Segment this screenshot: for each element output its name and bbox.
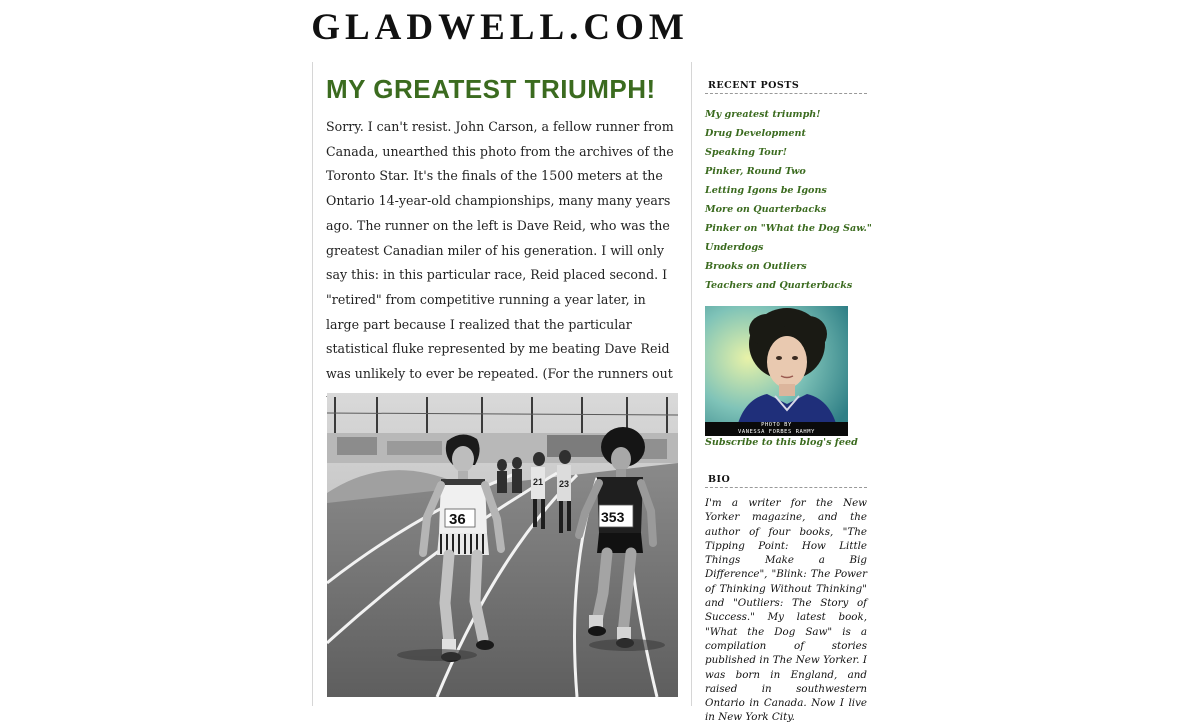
- race-photo: [327, 393, 678, 697]
- list-item: [705, 140, 867, 159]
- back-runner-bib: 23: [559, 479, 570, 489]
- photo-credit-line: VANESSA FORBES RAHMY: [738, 428, 815, 435]
- recent-post-link[interactable]: Speaking Tour!: [705, 147, 787, 158]
- recent-posts-heading: RECENT POSTS: [705, 80, 867, 94]
- post-body: Sorry. I can't resist. John Carson, a fellow runner from Canada, unearthed this photo from the archives of the Toronto Star. It's the finals of the 1500 meters at the Ontario 14-year-old championships, many many years ago. The runner on the left is Dave Reid, who was the greatest Canadian miler of his generation. I will only say this: in this particular race, Reid placed second. I "retired" from competitive running a year later, in large part because I realized that the particular statistical fluke represented by me beating Dave Reid was unlikely to ever be repeated. (For the runners out: [326, 119, 674, 382]
- recent-post-link[interactable]: My greatest triumph!: [705, 109, 821, 120]
- recent-post-link[interactable]: Underdogs: [705, 242, 764, 253]
- bio-heading: BIO: [705, 474, 867, 488]
- list-item: [705, 216, 872, 235]
- post-title: MY GREATEST TRIUMPH!: [326, 74, 656, 104]
- recent-post-link[interactable]: More on Quarterbacks: [705, 204, 827, 215]
- bio-section: [705, 474, 867, 725]
- back-runner-bib: 21: [533, 477, 544, 487]
- list-item: [705, 102, 867, 121]
- author-photo: [705, 306, 848, 436]
- right-runner-bib: 353: [601, 509, 625, 525]
- recent-post-link[interactable]: Teachers and Quarterbacks: [705, 280, 853, 291]
- left-runner-bib: 36: [449, 511, 466, 528]
- recent-post-link[interactable]: Brooks on Outliers: [705, 261, 807, 272]
- blog-post: [326, 72, 678, 411]
- bio-text: I'm a writer for the New Yorker magazine, and the author of four books, "The Tipping Point: How Little Things Make a Big Difference", "Blink: The Power of Thinking Without Thinking" and "Outliers: The Story of Success." My latest book, "What the Dog Saw" is a compilation of stories published in The New Yorker. I was born in England, and raised in southwestern Ontario in Canada. Now I live in New York City.: [705, 497, 867, 724]
- content-divider-right: [691, 62, 692, 706]
- recent-posts-list: [705, 102, 872, 292]
- content-divider-left: [312, 62, 313, 706]
- recent-post-link[interactable]: Pinker, Round Two: [705, 166, 806, 177]
- list-item: [705, 197, 867, 216]
- list-item: [705, 159, 867, 178]
- recent-post-link[interactable]: Letting Igons be Igons: [705, 185, 827, 196]
- list-item: [705, 254, 867, 273]
- author-portrait-image: [705, 306, 848, 436]
- subscribe-feed-link[interactable]: Subscribe to this blog's feed: [705, 437, 858, 448]
- list-item: [705, 273, 867, 292]
- recent-post-link[interactable]: Drug Development: [705, 128, 806, 139]
- race-photo-image: [327, 393, 678, 697]
- list-item: [705, 235, 867, 254]
- site-title[interactable]: GLADWELL.COM: [311, 7, 689, 48]
- photo-credit: [705, 422, 848, 436]
- list-item: [705, 121, 867, 140]
- recent-post-link[interactable]: Pinker on "What the Dog Saw.": [705, 223, 872, 234]
- photo-credit-line: PHOTO BY: [761, 422, 792, 428]
- list-item: [705, 178, 867, 197]
- sidebar: [705, 80, 872, 292]
